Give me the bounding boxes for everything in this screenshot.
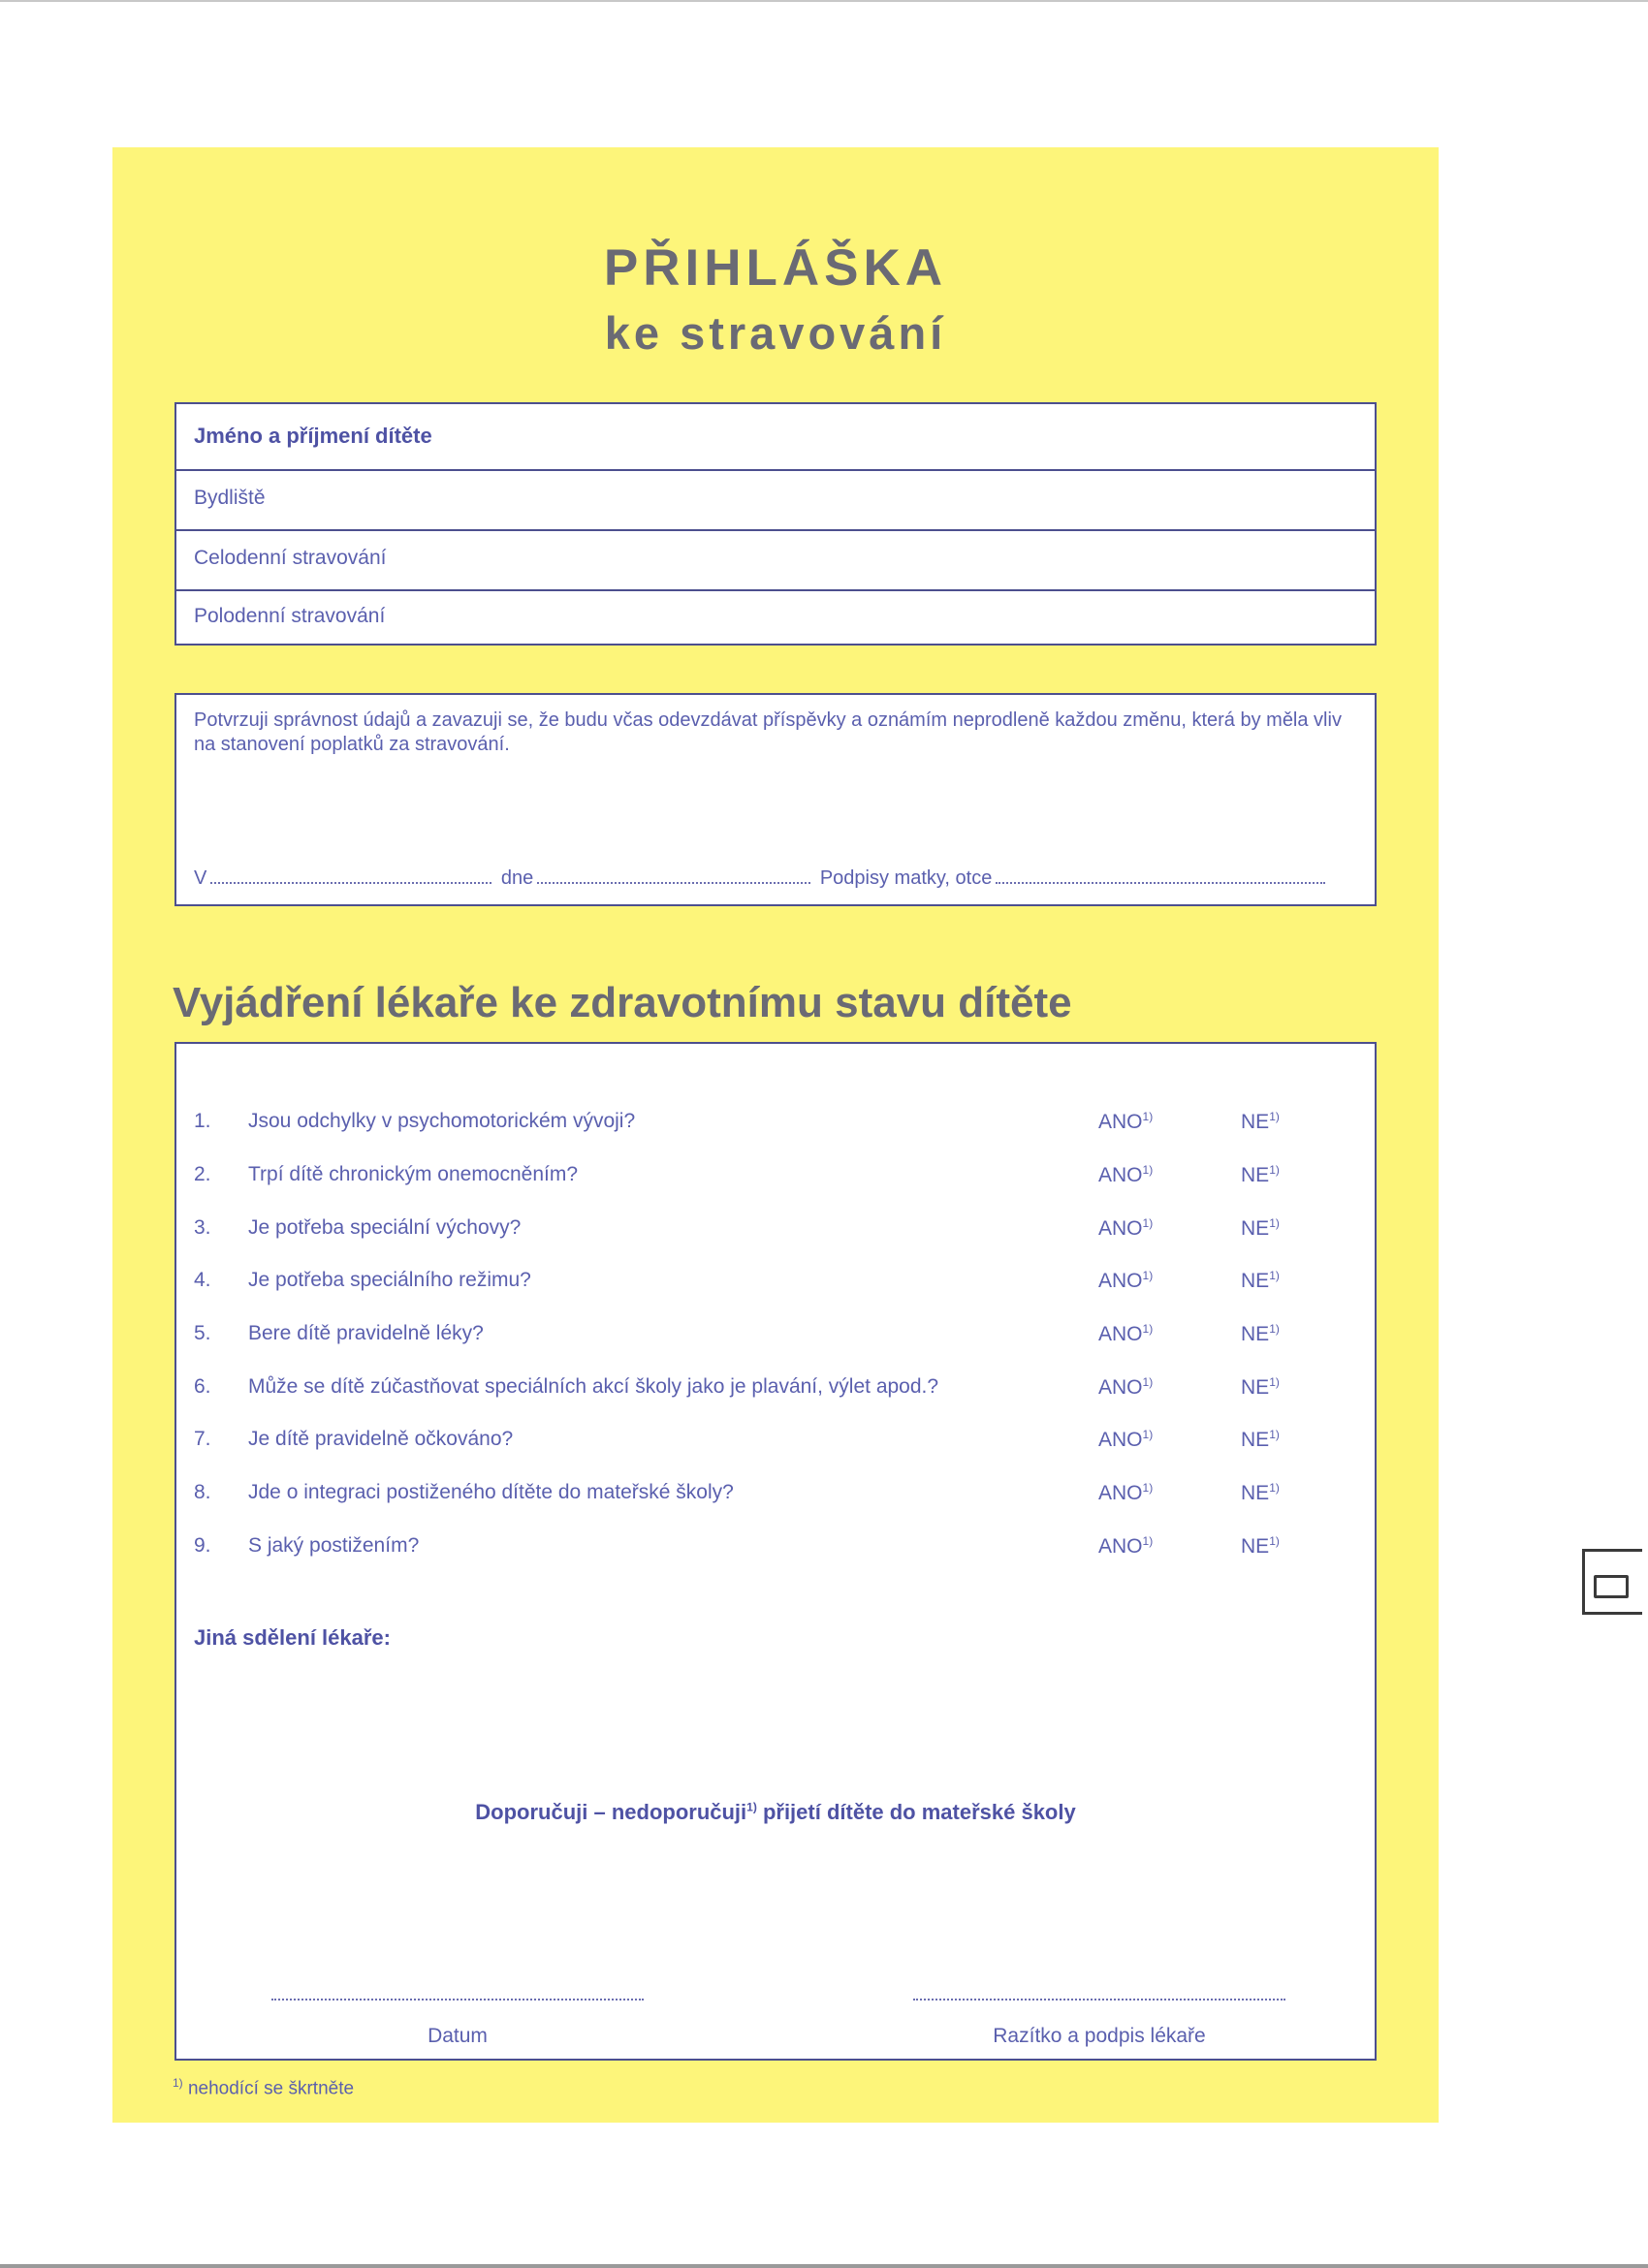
doctor-date-input[interactable] [271,1999,644,2000]
no-option[interactable]: NE$^{1)}$ [1241,1269,1280,1292]
form-title: PŘIHLÁŠKA [603,239,948,297]
yes-option[interactable]: ANO$^{1)}$ [1098,1481,1154,1504]
question-number: 8. [194,1481,211,1503]
yes-option[interactable]: ANO$^{1)}$ [1098,1163,1154,1186]
scan-edge [0,0,1648,2]
signature-line [194,865,1329,890]
question-number: 7. [194,1428,211,1450]
date-label: dne [500,867,534,889]
confirmation-text: Potvrzuji správnost údajů a zavazuji se, že budu včas odevzdávat příspěvky a oznámím neprodleně každou změnu, která by měla vliv na stanovení poplatků za stravování. [194,709,1342,755]
no-option[interactable]: NE$^{1)}$ [1241,1481,1280,1504]
no-option[interactable]: NE$^{1)}$ [1241,1163,1280,1186]
question-text: Trpí dítě chronickým onemocněním? [248,1163,579,1185]
scan-bottom-edge [0,2264,1648,2268]
half-day-meals-label: Polodenní stravování [194,605,386,627]
child-info-box [174,402,1377,646]
yes-option[interactable]: ANO$^{1)}$ [1098,1110,1154,1133]
binder-clip-icon [1582,1549,1642,1615]
question-row [176,1481,1375,1510]
question-row [176,1216,1375,1245]
no-option[interactable]: NE$^{1)}$ [1241,1322,1280,1345]
question-text: Je potřeba speciálního režimu? [248,1269,531,1291]
footnote-text: nehodící se škrtněte [187,2078,355,2099]
other-notes-label: Jiná sdělení lékaře: [194,1625,391,1650]
question-text: Jde o integraci postiženého dítěte do mateřské školy? [248,1481,734,1503]
no-option[interactable]: NE$^{1)}$ [1241,1375,1280,1399]
question-number: 5. [194,1322,211,1344]
question-number: 1. [194,1110,211,1132]
yes-option[interactable]: ANO$^{1)}$ [1098,1534,1154,1558]
doctor-date-caption: Datum [428,2025,488,2047]
question-number: 9. [194,1534,211,1557]
yes-option[interactable]: ANO$^{1)}$ [1098,1322,1154,1345]
question-number: 3. [194,1216,211,1239]
doctor-signature-input[interactable] [913,1999,1285,2000]
question-number: 2. [194,1163,211,1185]
question-number: 4. [194,1269,211,1291]
recommendation-text[interactable]: Doporučuji – nedoporučuji$^{1)}$ přijetí dítěte do mateřské školy [475,1800,1076,1824]
full-day-meals-label: Celodenní stravování [194,547,387,569]
name-field[interactable] [176,404,1375,471]
address-field[interactable] [176,471,1375,531]
yes-option[interactable]: ANO$^{1)}$ [1098,1269,1154,1292]
form-sheet [112,147,1439,2123]
question-text: Bere dítě pravidelně léky? [248,1322,484,1344]
yes-option[interactable]: ANO$^{1)}$ [1098,1375,1154,1399]
doctor-stamp-caption: Razítko a podpis lékaře [993,2025,1206,2047]
address-field-label: Bydliště [194,487,266,509]
question-row [176,1322,1375,1351]
no-option[interactable]: NE$^{1)}$ [1241,1110,1280,1133]
name-field-label: Jméno a příjmení dítěte [194,424,432,448]
question-row [176,1428,1375,1457]
yes-option[interactable]: ANO$^{1)}$ [1098,1428,1154,1451]
question-text: S jaký postižením? [248,1534,420,1557]
question-text: Je potřeba speciální výchovy? [248,1216,522,1239]
no-option[interactable]: NE$^{1)}$ [1241,1216,1280,1240]
doctor-box [174,1042,1377,2061]
date-input[interactable] [537,865,810,884]
no-option[interactable]: NE$^{1)}$ [1241,1534,1280,1558]
form-subtitle: ke stravování [604,307,947,359]
question-row [176,1534,1375,1563]
full-day-meals-field[interactable] [176,531,1375,591]
place-input[interactable] [210,865,491,884]
footnote: $^{1)}$ nehodící se škrtněte [173,2076,355,2099]
confirmation-box [174,693,1377,906]
question-number: 6. [194,1375,211,1398]
question-text: Jsou odchylky v psychomotorickém vývoji? [248,1110,636,1132]
parents-signature-label: Podpisy matky, otce [819,867,993,889]
yes-option[interactable]: ANO$^{1)}$ [1098,1216,1154,1240]
doctor-section-heading: Vyjádření lékaře ke zdravotnímu stavu dítěte [173,979,1072,1026]
question-row [176,1269,1375,1298]
place-label: V [194,867,207,889]
question-row [176,1110,1375,1139]
question-text: Je dítě pravidelně očkováno? [248,1428,514,1450]
half-day-meals-field[interactable] [176,591,1375,644]
question-row [176,1375,1375,1404]
parents-signature-input[interactable] [996,865,1325,884]
question-row [176,1163,1375,1192]
no-option[interactable]: NE$^{1)}$ [1241,1428,1280,1451]
question-text: Může se dítě zúčastňovat speciálních akcí školy jako je plavání, výlet apod.? [248,1375,939,1398]
